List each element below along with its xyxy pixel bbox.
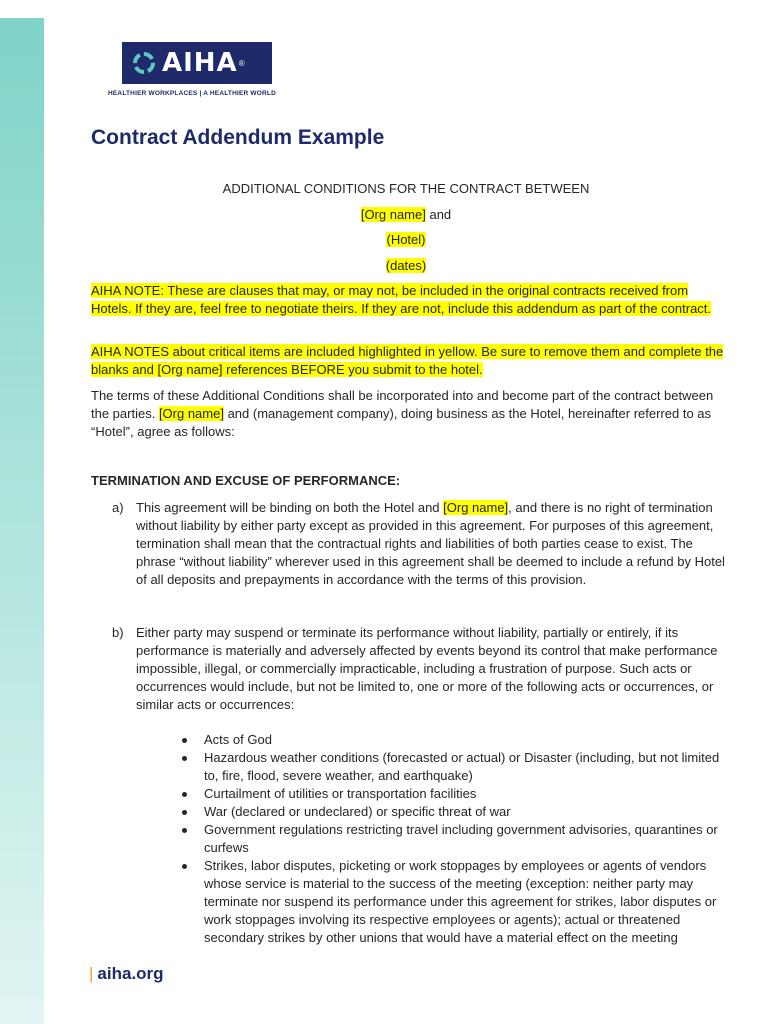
- bullet-icon: [182, 828, 187, 833]
- list-item: [180, 749, 728, 785]
- clause-b-marker: b): [112, 625, 124, 640]
- aiha-note-1-text: AIHA NOTE: These are clauses that may, or may not, be included in the original contracts received from Hotels. If they are, feel free to negotiate theirs. If they are not, include this addendum as part of the contract.: [91, 283, 712, 316]
- clause-a: [112, 499, 728, 589]
- clause-a-text: [136, 499, 728, 589]
- footer-link[interactable]: aiha.org: [97, 964, 164, 983]
- logo-tagline: HEALTHIER WORKPLACES | A HEALTHIER WORLD: [108, 90, 276, 97]
- list-item: [180, 821, 728, 857]
- section-heading: TERMINATION AND EXCUSE OF PERFORMANCE:: [91, 473, 401, 488]
- header-hotel: [91, 231, 721, 249]
- aiha-note-1: [91, 282, 727, 318]
- document-title: Contract Addendum Example: [91, 126, 385, 149]
- clause-a-text-2: , and there is no right of termination without liability by either party except as provided in this agreement. For purposes of this agreement, termination shall mean that the contractual rights and liabilities of both parties cease to exist. The phrase “without liability” wherever used in this agreement shall be deemed to include a refund by Hotel of all deposits and prepayments in accordance with the terms of this provision.: [136, 500, 725, 587]
- intro-text-1: The terms of these Additional Conditions shall be incorporated into and become part of the contract between the parties.: [91, 388, 714, 421]
- header-and: and: [425, 207, 452, 222]
- logo-mark-icon: [132, 51, 156, 75]
- org-name-placeholder: [Org name]: [360, 207, 426, 222]
- aiha-logo: [108, 42, 288, 97]
- logo-registered-mark: ®: [238, 58, 245, 68]
- clause-b: [112, 624, 728, 714]
- list-item: [180, 803, 728, 821]
- bullet-icon: [182, 792, 187, 797]
- list-item-text: Hazardous weather conditions (forecasted or actual) or Disaster (including, but not limited to, fire, flood, severe weather, and earthquake): [204, 750, 720, 783]
- list-item-text: Curtailment of utilities or transportation facilities: [204, 786, 477, 801]
- list-item-text: Government regulations restricting travel including government advisories, quarantines or curfews: [204, 822, 718, 855]
- bullet-icon: [182, 864, 187, 869]
- header-dates: [91, 257, 721, 275]
- logo-word: AIHA: [162, 48, 238, 78]
- intro-paragraph: [91, 387, 727, 441]
- header-line: ADDITIONAL CONDITIONS FOR THE CONTRACT BETWEEN: [222, 181, 590, 196]
- intro-org-placeholder: [Org name]: [158, 406, 224, 421]
- bullet-icon: [182, 756, 187, 761]
- list-item: [180, 785, 728, 803]
- list-item: [180, 731, 728, 749]
- bullet-icon: [182, 810, 187, 815]
- list-item-text: War (declared or undeclared) or specific threat of war: [204, 804, 511, 819]
- clause-a-text-1: This agreement will be binding on both the Hotel and: [136, 500, 444, 515]
- force-majeure-list: [180, 731, 728, 947]
- hotel-placeholder: (Hotel): [386, 232, 426, 247]
- clause-a-org-placeholder: [Org name]: [443, 500, 509, 515]
- dates-placeholder: (dates): [385, 258, 427, 273]
- bullet-icon: [182, 738, 187, 743]
- footer-divider: |: [89, 964, 94, 983]
- list-item-text: Strikes, labor disputes, picketing or work stoppages by employees or agents of vendors whose service is material to the success of the meeting (exception: neither party may terminate nor suspend its performance under this agreement for strikes, labor disputes or work stoppages involving its respective employees or agents); actual or threatened secondary strikes by other unions that would have a material effect on the meeting: [204, 858, 717, 945]
- clause-a-marker: a): [112, 500, 124, 515]
- aiha-note-2: [91, 343, 727, 379]
- list-item-text: Acts of God: [204, 732, 272, 747]
- clause-b-text: Either party may suspend or terminate its performance without liability, partially or entirely, if its performance is materially and adversely affected by events beyond its control that make performance impossible, illegal, or commercially impracticable, including a frustration of purpose. Such acts or occurrences would include, but not be limited to, one or more of the following acts or occurrences, or similar acts or occurrences:: [136, 625, 718, 712]
- intro-text-2: and (management company), doing business as the Hotel, hereinafter referred to as “Hotel”, agree as follows:: [91, 406, 712, 439]
- aiha-note-2-text: AIHA NOTES about critical items are included highlighted in yellow. Be sure to remove them and complete the blanks and [Org name] references BEFORE you submit to the hotel.: [91, 344, 724, 377]
- list-item: [180, 857, 728, 947]
- footer-website[interactable]: [89, 964, 164, 984]
- logo-box: [122, 42, 272, 84]
- header-parties: [91, 206, 721, 224]
- decorative-side-bar: [0, 18, 44, 1024]
